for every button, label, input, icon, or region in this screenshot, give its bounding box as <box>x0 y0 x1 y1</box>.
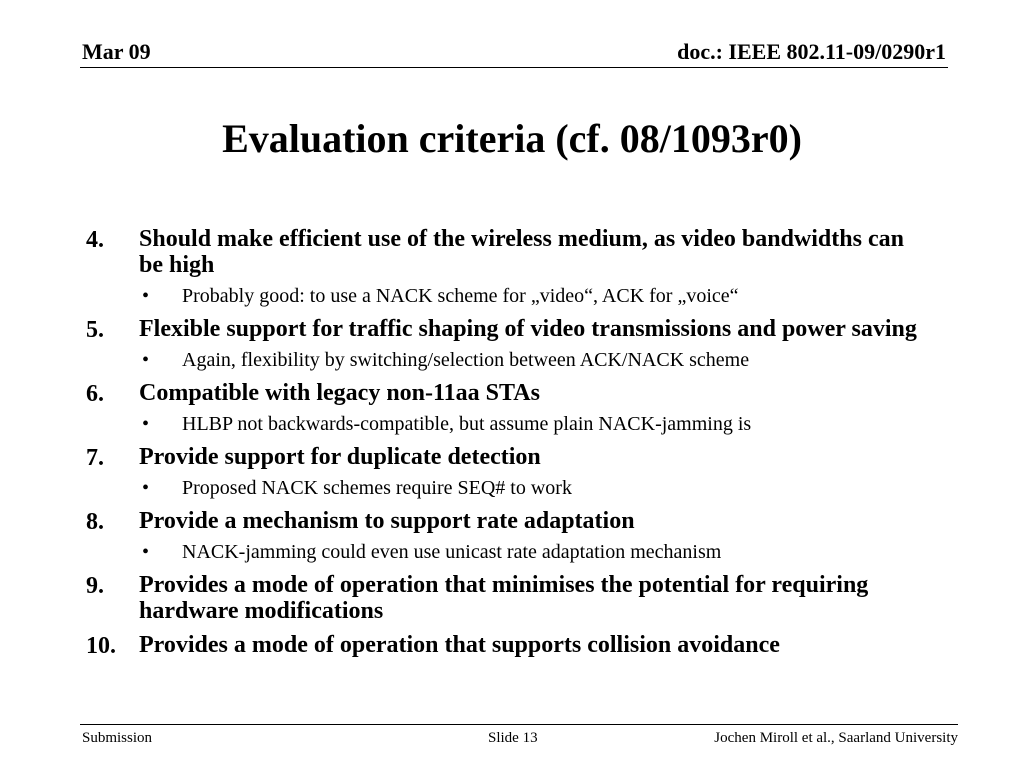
footer-rule <box>80 724 958 725</box>
criterion-number: 6. <box>86 381 104 407</box>
criterion-item <box>0 444 1024 500</box>
criterion-text: Provides a mode of operation that minimises the potential for requiring hardware modifications <box>139 572 869 624</box>
footer-authors: Jochen Miroll et al., Saarland University <box>714 730 958 746</box>
bullet-icon: • <box>142 349 150 371</box>
criterion-item <box>0 380 1024 436</box>
subpoint-text: NACK-jamming could even use unicast rate adaptation mechanism <box>182 541 722 563</box>
criterion-number: 9. <box>86 573 104 599</box>
criterion-text: Provide support for duplicate detection <box>139 444 541 470</box>
header-doc-id: doc.: IEEE 802.11-09/0290r1 <box>677 39 946 64</box>
slide-title: Evaluation criteria (cf. 08/1093r0) <box>222 116 802 161</box>
criterion-number: 4. <box>86 227 104 253</box>
bullet-icon: • <box>142 541 150 563</box>
bullet-icon: • <box>142 413 150 435</box>
criterion-number: 10. <box>86 633 116 659</box>
header-date: Mar 09 <box>82 39 151 64</box>
criterion-text: Provides a mode of operation that supports collision avoidance <box>139 632 780 658</box>
subpoint-text: Again, flexibility by switching/selection between ACK/NACK scheme <box>182 349 750 371</box>
criterion-subpoint <box>0 348 1024 372</box>
criterion-item <box>0 632 1024 658</box>
bullet-icon: • <box>142 477 150 499</box>
bullet-icon: • <box>142 285 150 307</box>
criterion-item <box>0 572 1024 624</box>
criterion-subpoint <box>0 476 1024 500</box>
criterion-number: 7. <box>86 445 104 471</box>
criterion-subpoint <box>0 540 1024 564</box>
subpoint-text: HLBP not backwards-compatible, but assume plain NACK-jamming is <box>182 413 752 435</box>
criterion-text: Provide a mechanism to support rate adaptation <box>139 508 635 534</box>
criterion-number: 8. <box>86 509 104 535</box>
criterion-item <box>0 316 1024 372</box>
criterion-item <box>0 226 1024 308</box>
criterion-item <box>0 508 1024 564</box>
criterion-text: Compatible with legacy non-11aa STAs <box>139 380 540 406</box>
criterion-number: 5. <box>86 317 104 343</box>
subpoint-text: Probably good: to use a NACK scheme for „video“, ACK for „voice“ <box>182 285 739 307</box>
criterion-text: Should make efficient use of the wireless medium, as video bandwidths can be high <box>139 226 904 278</box>
criterion-text: Flexible support for traffic shaping of video transmissions and power saving <box>139 316 917 342</box>
slide-number: Slide 13 <box>488 730 538 746</box>
subpoint-text: Proposed NACK schemes require SEQ# to work <box>182 477 572 499</box>
criterion-subpoint <box>0 284 1024 308</box>
criteria-list <box>0 226 1024 666</box>
footer-submission: Submission <box>82 730 153 746</box>
criterion-subpoint <box>0 412 1024 436</box>
header-rule <box>80 67 948 68</box>
